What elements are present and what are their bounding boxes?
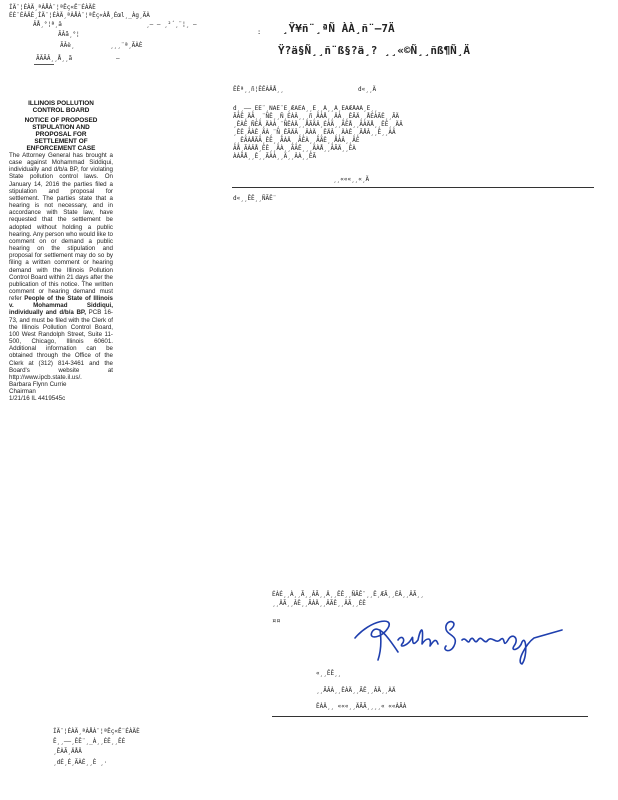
footer-left-line-4: ¸dÉ¸É¸ÃÀÉ¸¸È ¸· (53, 759, 108, 766)
footer-right-line-1: ÉÀÉ¸¸À¸¸Ã¸¸ÂÃ¸¸Ä¸¸ÊÊ¸¸ÑÃÊ¨¸¸Ê¸ÆÃ¸¸ÉÂ¸¸ÂÃ¸¸ (272, 591, 424, 598)
clip-heading-2: CONTROL BOARD (32, 107, 90, 114)
para-line-1: d¸¸––¸ÊÊ¨¸ÑÃÊ¨Ê¸ÆÃÉÂ¸¸Ê¸¸Ä¸¸Ä¸ÊÀÆÅÀÄ¸Ê¸¸ (233, 105, 378, 112)
clip-heading-5: PROPOSAL FOR (35, 131, 87, 138)
footer-left-line-1: ÍÄ¨¦ÉÀÄ¸ªÀÅÀ¨¦ªËç«Ë¨ÉÀÄÈ (53, 728, 140, 735)
header-left-underline (34, 64, 54, 65)
footer-left-line-3: ¸ÊÀÃ¸ÄÅÄ (53, 748, 82, 755)
header-left-line-6-right: — (116, 55, 120, 62)
right-sub-text: d«¸¸ÊÊ¸¸ÑÃÊ¨ (233, 195, 277, 202)
footer-mark: ¤¤ (272, 617, 281, 625)
right-paragraph (233, 105, 588, 161)
header-left-line-3: ÂÅ¸°¦ª¸ä (33, 21, 62, 28)
footer-divider (272, 716, 588, 717)
signature-line-1: «¸¸ÊÊ¸¸ (316, 670, 342, 677)
clip-heading-1: ILLINOIS POLLUTION (28, 100, 94, 107)
clip-heading-7: ENFORCEMENT CASE (26, 145, 96, 152)
header-title-1: ¸Ÿ¥ñ¨¸ªÑ ÀÀ¸ñ¨—7Ä (282, 22, 395, 35)
header-left-line-2: ÉÈ¨ÉÀÄÈ¸ÍÄ¨¦ÉÀÄ¸ªÀÅÀ¨¦ªËç«ÀÅ¸Éœl¸_Àg¸ÃÀ (9, 12, 150, 19)
para-tail: ¸¸«««¸¸«¸Ä (333, 176, 370, 183)
signature-line-2: ¸¸ÃÂÀ¸¸ÊÀÄ¸¸ÃÊ¸¸ÂÄ¸¸ÀÄ (316, 687, 396, 694)
clip-signoff-1: Barbara Flynn Currie (9, 381, 67, 388)
clip-body-2: PCB 16-73, and must be filed with the Clerk of the Illinois Pollution Control Board, 100 West Randolph Street, Suite 11-500, Chicago, Illinois 60601. Additional information can be obtained through the Office of the Clerk at (312) 814-3461 and the Board's website at http://www.ipcb.state.il.us/. (9, 309, 113, 381)
header-colon: : (257, 28, 262, 36)
clip-heading-4: STIPULATION AND (32, 124, 90, 131)
para-line-7: ÀÀÃÅ¸¸Ê¸¸ÃÀÀ¸¸Ä¸¸ÂÀ¸¸ÊÃ (233, 153, 317, 160)
para-line-3: ¸ÊÀÊ¸ÑÉÄ¸ÄÀÀ¸¨ÑÊÀÄ¸¸ÅÃÄÂ¸ÉÀÄ¸¸ÃÊÅ¸¸ÂÀÄÅ¸¸ÊÊ¸¸ÄÂ (233, 121, 403, 128)
right-divider (232, 187, 594, 188)
footer-left-line-2: Ê¸¸––¸ÊÊ¨¸_À¸¸ÉÊ¸¸ÊÉ (53, 738, 126, 745)
para-line-4: ¸ÊÊ¸ÂÀÊ¸ÄÀ¸¨Ñ¸ÊÃÄÂ¸¸ÂÀÄ¸¸ÊÄÂ¸¸ÄÀÊ¸¸ÃÅÂ¸¸Ê¸¸ÀÄ (233, 129, 396, 136)
clip-body-bold: People of the State of Illinois v. Mohammad Siddiqui, individually and d/b/a BP, (9, 295, 113, 317)
meta-right: d«¸¸Ä (358, 86, 377, 93)
para-line-6: ÂÅ¸ÃÀÂÅ¸ÊÊ¸¸ÄÀ¸¸ÃÂÊ¸¸¸ÄÀÅ¸¸ÂÃÄ¸¸ÊÀ (233, 145, 356, 152)
clip-body (9, 152, 113, 381)
header-left-line-6: ÃÃÃÂ¸¸Å¸¸ã (36, 55, 73, 62)
legal-notice-clipping (9, 100, 113, 402)
header-left-line-4: ÃÂã¸°¦ (58, 31, 80, 38)
header-left-line-5: ÃÂè¸ (60, 42, 75, 49)
clip-heading-6: SETTLEMENT OF (34, 138, 88, 145)
header-title-2: Ÿ?ä§Ñ¸¸ñ¨ß§?ä¸? ¸¸«©Ñ¸¸ñß¶Ñ¸Ä (278, 44, 471, 57)
signature-image (350, 610, 570, 666)
clip-signoff-3: 1/21/16 IL 4419545c (9, 395, 66, 403)
header-left-line-1: ÍÄ¨¦ÉÀÄ¸ªÀÅÀ¨¦ªËç«Ë¨ÉÀÄÈ (9, 4, 96, 11)
para-line-2: ÃÂÊ¸ÄÂ¸¸¨ÑÊ¸¸Ñ¸ÉÀÂ¸¸¸ñ¸ÄÀÅ¸¸ÄÀ¸¸ÊÃÄ¸¸ÅÉÀÃÊ¸¸ÃÄ (233, 113, 400, 120)
clip-body-1: The Attorney General has brought a case against Mohammad Siddiqui, individually and d/b/a BP, for violating State pollution control laws. On January 14, 2016 the parties filed a stipulation and proposal for settlement. The parties state that a hearing is not necessary, and in accordance with State law, have requested that the settlement be adopted without holding a public hearing. Any person who would like to comment on or demand a public hearing on the stipulation and proposal for settlement may do so by filing a written comment or hearing demand with the Illinois Pollution Control Board within 21 days after the publication of this notice. The written comment or hearing demand must refer (9, 152, 113, 303)
header-left-line-3-right: ¸– – ¸²´¸¨¦¸ – (146, 21, 197, 28)
para-line-5: ¸¸ÊÄÀÅÃÂ¸ÊÊ¸¸ÃÀÄ¸¸ÂÊÀ¸¸ÃÄÊ¸¸ÅÀÂ¸¸ÄÊ (233, 137, 360, 144)
clip-signoff-2: Chairman (9, 388, 36, 396)
header-left-line-5-right: ¸¸¸¨ª¸ÃÀÈ (110, 42, 143, 49)
clip-heading-3: NOTICE OF PROPOSED (24, 117, 98, 124)
meta-left: ÊÊª¸¸ñ¦ÊÊÀÄÅ¸¸ (233, 86, 284, 93)
footer-bottom-line: ÊÀÄ¸¸ «««¸¸ÄÃÃ¸¸¸¸« ««ÀÃÀ (316, 703, 407, 710)
footer-right-line-2: ¸¸ÄÃ¸¸ÂÊ¸¸ÃÀÄ¸¸ÂÃÊ¸¸ÄÃ¸¸ÉÊ (272, 600, 366, 607)
